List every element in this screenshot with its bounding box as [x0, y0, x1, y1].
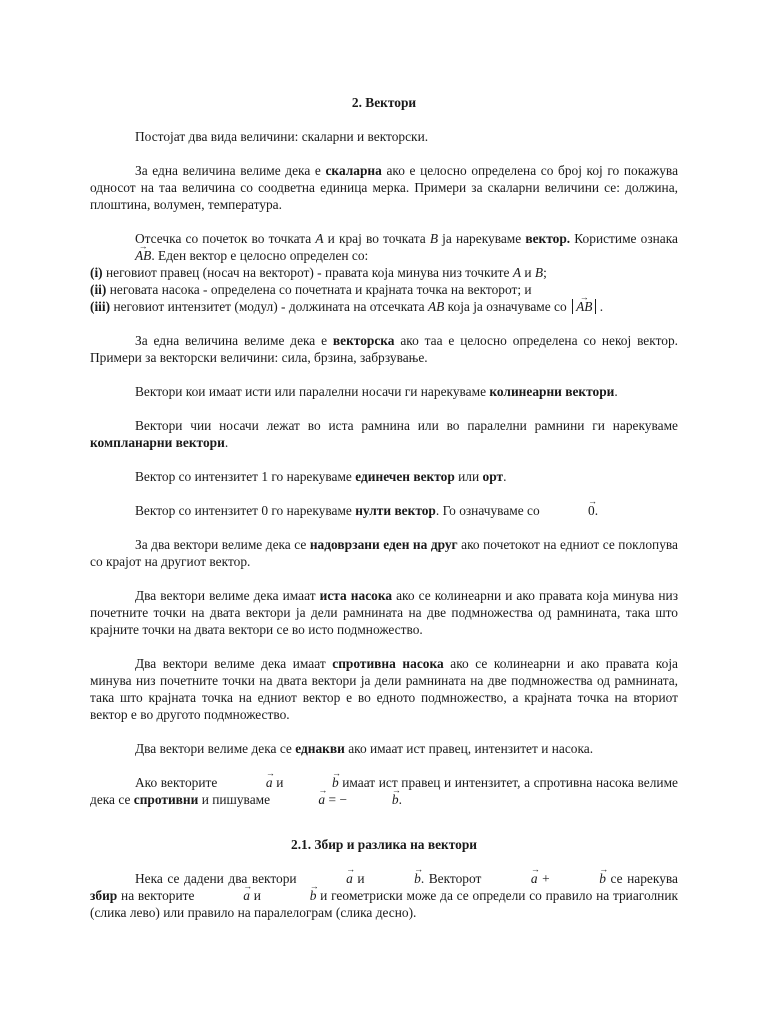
- term-opposite-direction: спротивна насока: [332, 656, 444, 671]
- paragraph-same-direction: Два вектори велиме дека имаат иста насока ако се колинеарни и ако правата која минува низ почетните точки на двата вектори ја дели рамнината на две подмножества од рамнината, така што крајните точки на двата вектори се во исто подмножество.: [90, 588, 678, 637]
- paragraph-opposite-vectors: Ако векторите → a и → b имаат ист правец и интензитет, а спротивна насока велиме дека се спротивни и пишуваме → a = −→ b.: [90, 774, 678, 808]
- term-unit-vector: единечен вектор: [355, 469, 455, 484]
- paragraph-unit-vector: Вектор со интензитет 1 го нарекуваме единечен вектор или орт.: [135, 469, 507, 484]
- term-scalar: скаларна: [325, 163, 382, 178]
- term-collinear: колинеарни вектори: [489, 384, 615, 399]
- paragraph-collinear: Вектори кои имаат исти или паралелни носачи ги нарекуваме колинеарни вектори.: [135, 384, 618, 399]
- document-page: [90, 86, 678, 921]
- paragraph-opposite-direction: Два вектори велиме дека имаат спротивна насока ако се колинеарни и ако правата која минува низ почетните точки на двата вектори ја дели рамнината на две подмножества од рамнината, така што крајната точка на едниот вектор е во едното подмножество, а крајната точка на вториот вектор е во другото подмножество.: [90, 656, 678, 722]
- paragraph-vector-definition: Отсечка со почеток во точката A и крај во точката B ја нарекуваме вектор. Користиме ознака → AB. Еден вектор е целосно определен со:: [90, 230, 678, 264]
- term-zero-vector: нулти вектор: [355, 503, 436, 518]
- term-same-direction: иста насока: [319, 588, 393, 603]
- paragraph-chained-vectors: За два вектори велиме дека се надоврзани еден на друг ако почетокот на едниот се поклопува со крајот на другиот вектор.: [90, 537, 678, 569]
- term-vector: вектор.: [525, 231, 571, 246]
- term-equal: еднакви: [295, 741, 345, 756]
- term-sum: збир: [90, 888, 118, 903]
- paragraph-equal-vectors: Два вектори велиме дека се еднакви ако имаат ист правец, интензитет и насока.: [135, 741, 594, 756]
- paragraph-vector-sum: Нека се дадени два вектори → a и → b. Векторот → a + → b се нарекува збир на векторите → a и → b и геометриски може да се определи со правило на триаголник (слика лево) или правило на паралелограм (слика десно).: [90, 870, 678, 921]
- term-vectorial: векторска: [332, 333, 395, 348]
- paragraph-scalar-definition: За една величина велиме дека е скаларна ако е целосно определена со број кој го покажува односот на таа величина со соодветна единица мерка. Примери за скаларни величини се: должина, плоштина, волумен, температура.: [90, 163, 679, 212]
- subsection-title: 2.1. Збир и разлика на вектори: [291, 837, 477, 852]
- term-coplanar: компланарни вектори: [90, 435, 225, 450]
- paragraph-zero-vector: Вектор со интензитет 0 го нарекуваме нулти вектор. Го означуваме со → 0.: [90, 502, 678, 519]
- zero-vector-symbol: → 0: [543, 502, 595, 519]
- vector-AB-notation: → AB: [90, 247, 151, 264]
- paragraph-coplanar: Вектори чии носачи лежат во иста рамнина или во паралелни рамнини ги нарекуваме компланарни вектори.: [90, 418, 678, 450]
- term-ort: орт: [482, 469, 504, 484]
- magnitude-notation: → AB: [572, 299, 596, 314]
- paragraph-kinds-of-quantities: Постојат два вида величини: скаларни и векторски.: [135, 129, 429, 144]
- list-item-orientation: (ii) неговата насока - определена со почетната и крајната точка на векторот; и: [90, 282, 532, 297]
- paragraph-vector-quantity: За една величина велиме дека е векторска ако таа е целосно определена со некој вектор. Примери за векторски величини: сила, брзина, забрзување.: [90, 333, 678, 365]
- term-chained: надоврзани еден на друг: [309, 537, 458, 552]
- section-title: 2. Вектори: [351, 95, 417, 110]
- term-opposite: спротивни: [133, 792, 199, 807]
- list-item-direction: (i) неговиот правец (носач на векторот) - правата која минува низ точките A и B;: [90, 265, 547, 280]
- list-item-magnitude: (iii) неговиот интензитет (модул) - должината на отсечката AB која ја означуваме со → AB .: [90, 298, 678, 315]
